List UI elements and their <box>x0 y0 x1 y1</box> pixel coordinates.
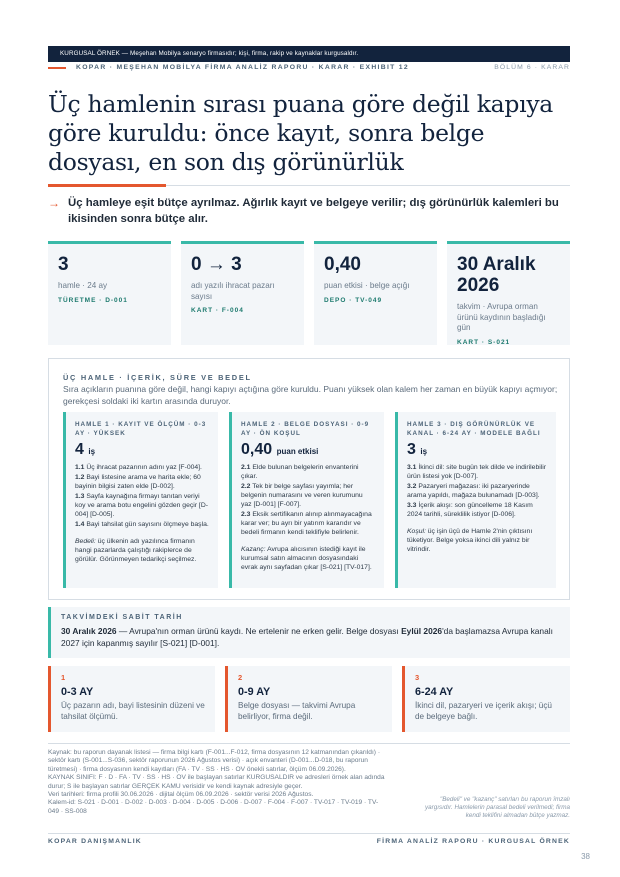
move-item-number: 3.3 <box>407 502 417 509</box>
source-divider <box>48 743 570 744</box>
footer-divider <box>48 833 570 834</box>
move-item-number: 3.2 <box>407 483 417 490</box>
move-note <box>75 537 209 564</box>
kpi-value: 0 → 3 <box>191 254 242 275</box>
move-item <box>75 463 209 472</box>
kpi-ref: KART · F-004 <box>191 307 244 314</box>
move-note-label: Kazanç: <box>241 546 266 553</box>
fixed-date-primary: 30 Aralık 2026 <box>61 626 117 636</box>
move-card <box>395 412 556 588</box>
move-heading: HAMLE 3 · DIŞ GÖRÜNÜRLÜK VE KANAL · 6-24 AY · MODELE BAĞLI <box>407 421 541 437</box>
running-head <box>48 64 570 76</box>
fictional-example-banner: KURGUSAL ÖRNEK — Meşehan Mobilya senaryo firmasıdır; kişi, firma, rakip ve kaynaklar kurgusaldır. <box>48 46 570 62</box>
move-figure <box>75 440 209 462</box>
kpi-label: takvim · Avrupa orman ürünü kaydının başladığı gün <box>457 302 546 332</box>
kpi-ref: KART · S-021 <box>457 338 511 346</box>
move-item <box>75 492 209 519</box>
move-item <box>407 501 547 519</box>
move-item-number: 1.2 <box>75 474 85 481</box>
phase-desc: Üç pazarın adı, bayi listesinin düzeni ve tahsilat ölçümü. <box>61 701 205 721</box>
source-line: KAYNAK SINIFI: F · D · FA · TV · SS · HS · OV ile başlayan satırlar KURGUSALDIR ve adresleri örnek alan adında durur; S ile başlayan satırlar GERÇEK KAMU verisidir ve kendi kaynak adresiyle geçer. <box>48 774 385 790</box>
page-title: Üç hamlenin sırası puana göre değil kapıya göre kuruldu: önce kayıt, sonra belge dosyası, en son dış görünürlük <box>48 90 554 176</box>
move-item <box>75 473 209 491</box>
move-figure-unit: iş <box>88 447 96 456</box>
footer-right: FİRMA ANALİZ RAPORU · KURGUSAL ÖRNEK <box>376 838 570 845</box>
kpi-label: adı yazılı ihracat pazarı sayısı <box>191 281 275 301</box>
source-line: Kalem-id: S-021 · D-001 · D-002 · D-003 · D-004 · D-005 · D-006 · D-007 · F-004 · F-007 · TV-017 · TV-019 · TV-049 · SS-008 <box>48 799 379 815</box>
kpi-card <box>447 241 570 345</box>
running-head-right: BÖLÜM 6 · KARAR <box>494 64 570 71</box>
move-figure-unit: iş <box>420 447 428 456</box>
move-note-text: Avrupa alıcısının istediği kayıt ile kurumsal satın almacının dosyasındaki evrak aynı sayfadan çıkar [S-021] [TV-017]. <box>241 546 372 571</box>
judgement-footnote: "Bedeli" ve "kazanç" satırları bu raporun îmzalı yargısıdır. Hamlelerin parasal bedeli verilmedi; firma kendi teklifini almadan bütçe yazmaz. <box>425 796 570 820</box>
move-item-number: 1.3 <box>75 493 85 500</box>
phase-title: 6-24 AY <box>415 686 454 698</box>
move-item-text: Üç ihracat pazarının adını yaz [F-004]. <box>86 464 202 471</box>
kpi-card <box>314 241 437 345</box>
move-item <box>75 520 209 529</box>
move-note-text: üç ülkenin adı yazılınca firmanın hangi pazarlarda çalıştığı rakiplerce de görülür. Görünmeyen tedarikçi seçilmez. <box>75 538 197 563</box>
kpi-ref: DEPO · TV-049 <box>324 296 383 304</box>
move-item-number: 3.1 <box>407 464 417 471</box>
source-line: Veri tarihleri: firma profili 30.06.2026 · dijital ölçüm 06.09.2026 · sektör verisi 2026 Ağustos. <box>48 791 314 799</box>
running-head-accent <box>48 67 66 69</box>
phase-number: 3 <box>415 673 420 682</box>
fixed-date-kicker: TAKVİMDEKİ SABİT TARİH <box>61 614 183 621</box>
move-item-number: 2.2 <box>241 483 251 490</box>
move-figure <box>407 440 547 462</box>
move-item-text: Pazaryeri mağazası: iki pazaryerinde arama yapıldı, mağaza bulunamadı [D-003]. <box>407 483 540 499</box>
phase-card <box>225 666 392 732</box>
move-note <box>407 527 547 554</box>
phase-number: 1 <box>61 673 66 682</box>
move-heading: HAMLE 1 · KAYIT VE ÖLÇÜM · 0-3 AY · YÜKSEK <box>75 421 207 437</box>
kpi-value: 30 Aralık 2026 <box>457 254 536 296</box>
kpi-card <box>181 241 304 345</box>
source-line: Kaynak: bu raporun dayanak listesi — firma bilgi kartı (F-001...F-012, firma dosyasının 12 katmanından çıkarıldı) · sektör kartı (S-001...S-036, sektör raporunun 2026 Ağustos verisi) · açık envanteri (D-001...D-018, bu raporun türetmesi) · firma dosyasının kendi kayıtları (FA · TV · SS · HS · OV önekli satırlar, ölçüm 06.09.2026). <box>48 749 381 773</box>
section-kicker: ÜÇ HAMLE · İÇERİK, SÜRE VE BEDEL <box>63 373 252 382</box>
move-figure <box>241 440 375 462</box>
move-figure-unit: puan etkisi <box>276 447 319 456</box>
move-note-label: Koşul: <box>407 528 426 535</box>
move-card <box>63 412 218 588</box>
title-accent-bar <box>48 184 166 187</box>
move-item-text: Sayfa kaynağına firmayı tanıtan veriyi koy ve arama botu engelini gözden geçir [D-004] [D-005]. <box>75 493 208 518</box>
kpi-ref: TÜRETME · D-001 <box>58 296 128 304</box>
footer-left: KOPAR DANIŞMANLIK <box>48 838 142 845</box>
move-item-number: 2.1 <box>241 464 251 471</box>
phase-strip <box>48 666 570 732</box>
move-figure-value: 4 <box>75 441 84 458</box>
fixed-date-text <box>61 626 560 649</box>
move-item <box>241 510 375 537</box>
three-moves-panel <box>48 358 570 600</box>
phase-desc: İkinci dil, pazaryeri ve içerik akışı; üçü de belgeye bağlı. <box>415 701 552 721</box>
move-item-text: Bayi listesine arama ve harita ekle; 60 bayinin bilgisi zaten elde [D-002]. <box>75 474 201 490</box>
move-card <box>229 412 384 588</box>
move-note <box>241 545 375 572</box>
fixed-date-text-2: 'da başlamazsa Avrupa kanalı 2027 için kapanmış sayılır [S-021] [D-001]. <box>61 626 553 648</box>
source-notes <box>48 749 386 816</box>
lead-text: Üç hamleye eşit bütçe ayrılmaz. Ağırlık kayıt ve belgeye verilir; dış görünürlük kalemleri bu ikisinden sonra bütçe alır. <box>68 197 559 225</box>
fixed-date-text-1: — Avrupa'nın orman ürünü kaydı. Ne ertelenir ne erken gelir. Belge dosyası <box>116 626 402 636</box>
kpi-value: 0,40 <box>324 254 361 275</box>
kpi-strip <box>48 241 570 345</box>
move-figure-value: 0,40 <box>241 441 273 458</box>
phase-title: 0-9 AY <box>238 686 271 698</box>
section-intro: Sıra açıkların puanına göre değil, hangi kapıyı açtığına göre kuruldu. Puanı yüksek olan kalem her zaman en büyük kapıyı açmıyor; gerekçesi soldaki iki kartın arasında duruyor. <box>63 384 558 406</box>
move-item-text: Elde bulunan belgelerin envanterini çıkar. <box>241 464 359 480</box>
move-figure-value: 3 <box>407 441 416 458</box>
kpi-label: hamle · 24 ay <box>58 281 108 290</box>
move-item <box>407 482 547 500</box>
move-item <box>241 482 375 509</box>
kpi-label: puan etkisi · belge açığı <box>324 281 410 290</box>
move-item-text: Tek bir belge sayfası yayımla; her belgenin numarasını ve veren kurumunu yaz [D-001] [F-007]. <box>241 483 363 508</box>
phase-card <box>48 666 215 732</box>
arrow-right-icon: → <box>48 196 60 210</box>
move-item-number: 2.3 <box>241 511 251 518</box>
move-note-label: Bedeli: <box>75 538 96 545</box>
fixed-date-callout <box>48 607 570 658</box>
phase-card <box>402 666 570 732</box>
move-heading: HAMLE 2 · BELGE DOSYASI · 0-9 AY · ÖN KOŞUL <box>241 421 370 437</box>
move-item-text: İçerik akışı: son güncelleme 18 Kasım 2024 tarihli, süreklilik istiyor [D-006]. <box>407 502 533 518</box>
phase-desc: Belge dosyası — takvimi Avrupa belirliyor, firma değil. <box>238 701 356 721</box>
move-item-text: Eksik sertifikanın alınıp alınmayacağına karar ver; bu ayrı bir yatırım kararıdır ve bedeli firmanın kendi teklifiyle belirlenir. <box>241 511 372 536</box>
move-item-text: İkinci dil: site bugün tek dilde ve indirilebilir ürün listesi yok [D-007]. <box>407 464 547 480</box>
phase-number: 2 <box>238 673 243 682</box>
move-item <box>241 463 375 481</box>
fixed-date-secondary: Eylül 2026 <box>401 626 443 636</box>
kpi-card <box>48 241 171 345</box>
move-item-text: Bayi tahsilat gün sayısını ölçmeye başla. <box>86 521 209 528</box>
phase-title: 0-3 AY <box>61 686 94 698</box>
move-item-number: 1.1 <box>75 464 85 471</box>
move-note-text: üç işin üçü de Hamle 2'nin çıktısını tüketiyor. Belge yoksa ikinci dili yalnız bir vitrindir. <box>407 528 533 553</box>
running-head-left: KOPAR · MEŞEHAN MOBİLYA FİRMA ANALİZ RAPORU · KARAR · EXHIBIT 12 <box>76 64 409 71</box>
move-item-number: 1.4 <box>75 521 85 528</box>
move-item <box>407 463 547 481</box>
kpi-value: 3 <box>58 254 69 275</box>
page-number: 38 <box>581 852 590 861</box>
